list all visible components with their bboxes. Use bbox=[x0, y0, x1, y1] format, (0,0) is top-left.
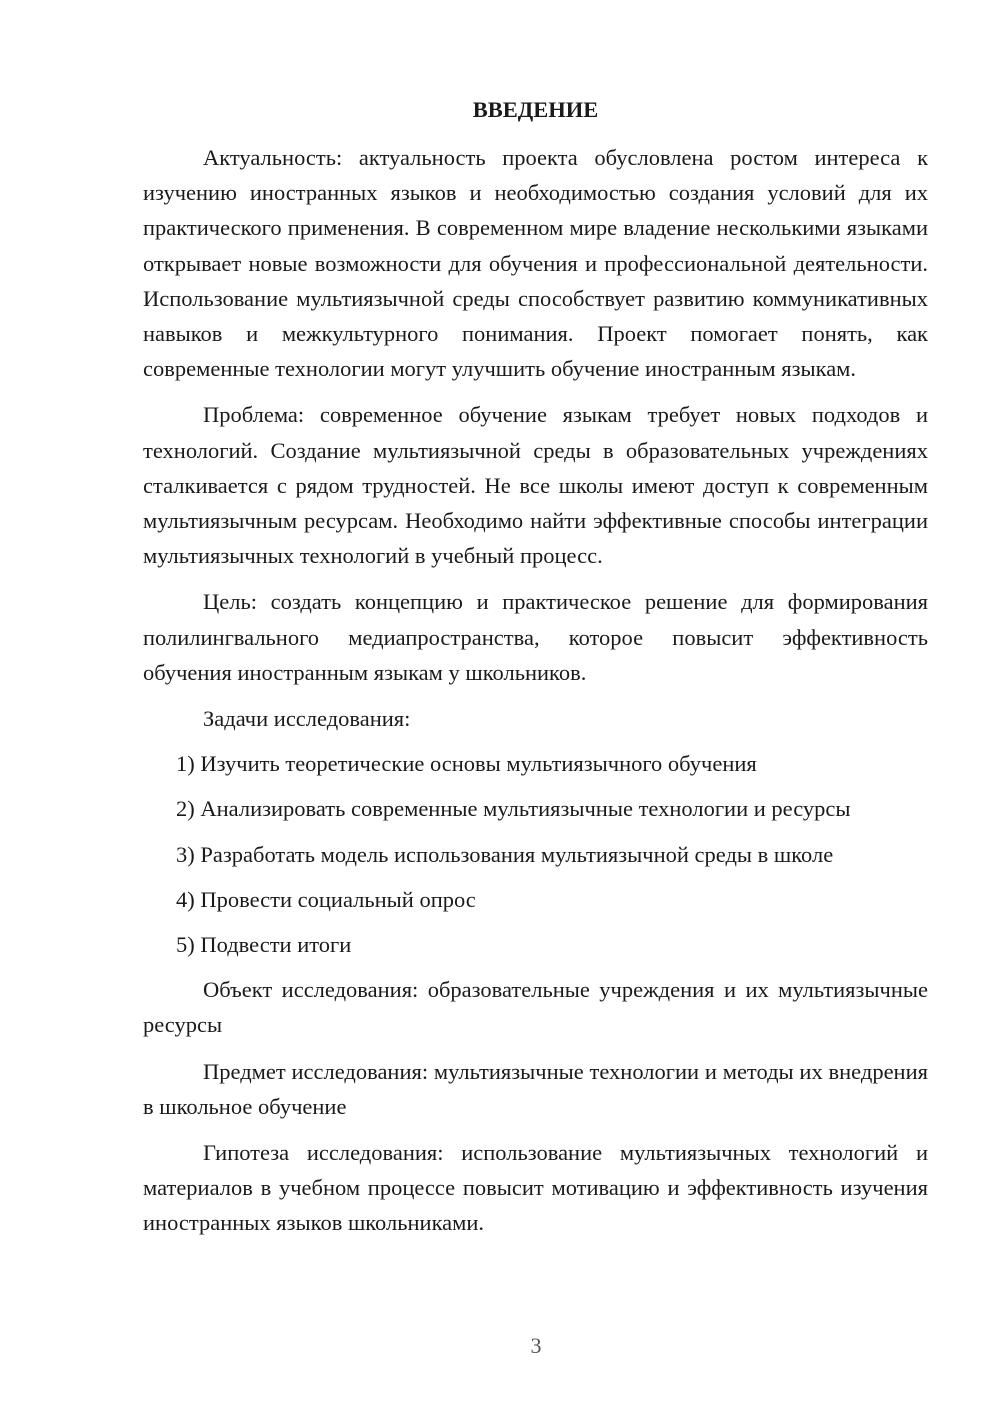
relevance-paragraph: Актуальность: актуальность проекта обусловлена ростом интереса к изучению иностранных языков и необходимостью создания условий для их практического применения. В современном мире владение несколькими языками открывает новые возможности для обучения и профессиональной деятельности. Использование мультиязычной среды способствует развитию коммуникативных навыков и межкультурного понимания. Проект помогает понять, как современные технологии могут улучшить обучение иностранным языкам. bbox=[143, 145, 928, 382]
subject-paragraph: Предмет исследования: мультиязычные технологии и методы их внедрения в школьное обучение bbox=[143, 1058, 928, 1119]
page-content bbox=[143, 92, 928, 1252]
tasks-list bbox=[143, 746, 928, 962]
hypothesis-paragraph: Гипотеза исследования: использование мультиязычных технологий и материалов в учебном процессе повысит мотивацию и эффективность изучения иностранных языков школьниками. bbox=[143, 1140, 928, 1236]
task-item: 1) Изучить теоретические основы мультиязычного обучения bbox=[176, 751, 757, 777]
object-paragraph: Объект исследования: образовательные учреждения и их мультиязычные ресурсы bbox=[143, 977, 928, 1038]
task-item: 5) Подвести итоги bbox=[176, 932, 352, 958]
task-item: 2) Анализировать современные мультиязычные технологии и ресурсы bbox=[176, 796, 851, 822]
page-number: 3 bbox=[530, 1333, 542, 1358]
goal-paragraph: Цель: создать концепцию и практическое решение для формирования полилингвального медиапространства, которое повысит эффективность обучения иностранным языкам у школьников. bbox=[143, 589, 928, 685]
problem-paragraph: Проблема: современное обучение языкам требует новых подходов и технологий. Создание мультиязычной среды в образовательных учреждениях сталкивается с рядом трудностей. Не все школы имеют доступ к современным мультиязычным ресурсам. Необходимо найти эффективные способы интеграции мультиязычных технологий в учебный процесс. bbox=[143, 402, 928, 569]
page-title: ВВЕДЕНИЕ bbox=[472, 97, 599, 122]
task-item: 4) Провести социальный опрос bbox=[176, 886, 476, 912]
tasks-heading: Задачи исследования: bbox=[203, 706, 411, 732]
task-item: 3) Разработать модель использования мультиязычной среды в школе bbox=[176, 841, 834, 867]
